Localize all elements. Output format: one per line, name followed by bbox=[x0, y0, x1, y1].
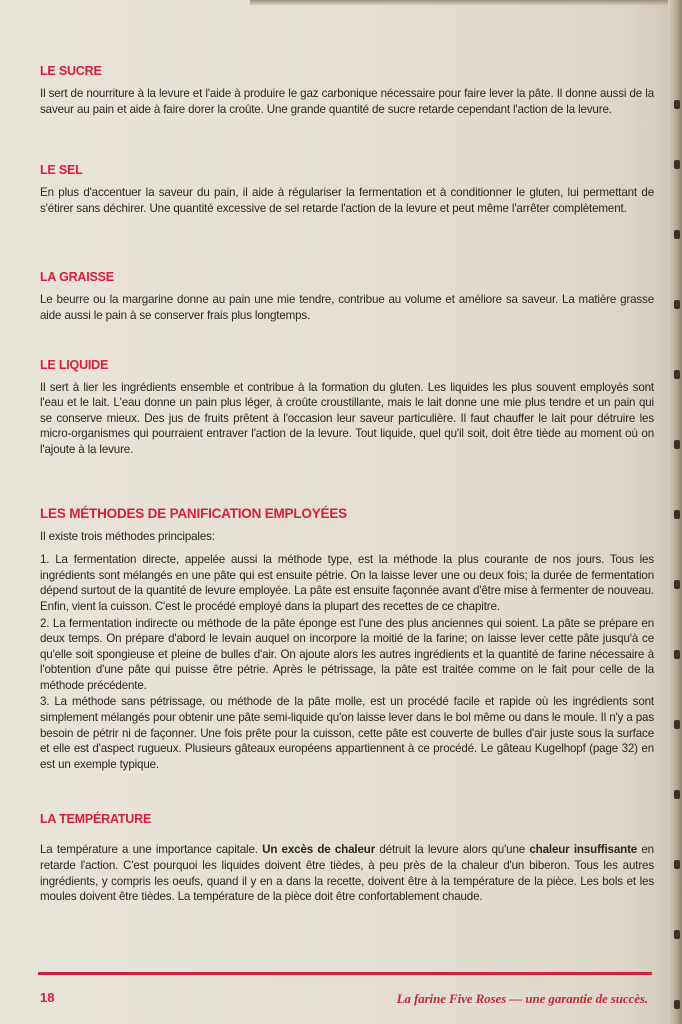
footer-tagline: La farine Five Roses — une garantie de succès. bbox=[396, 991, 648, 1006]
text-run: détruit la levure alors qu'une bbox=[375, 843, 530, 857]
text-run: La température a une importance capitale. bbox=[40, 843, 263, 857]
page-top-edge-shadow bbox=[250, 0, 682, 6]
section-sel bbox=[40, 163, 654, 216]
binding-ring bbox=[674, 860, 680, 869]
binding-ring bbox=[674, 100, 680, 109]
binding-ring bbox=[674, 790, 680, 799]
section-sucre bbox=[40, 64, 654, 117]
binding-ring bbox=[674, 510, 680, 519]
binding-ring bbox=[674, 1000, 680, 1009]
section-temperature bbox=[40, 812, 654, 904]
section-text: Il sert de nourriture à la levure et l'aide à produire le gaz carbonique nécessaire pour faire lever la pâte. Il donne aussi de la saveur au pain et aide à faire dorer la croûte. Une grande quantité de sucre retarde cependant l'action de la levure. bbox=[40, 87, 654, 116]
section-methodes bbox=[40, 506, 654, 773]
section-text bbox=[40, 842, 654, 904]
binding-ring bbox=[674, 230, 680, 239]
section-text: Le beurre ou la margarine donne au pain une mie tendre, contribue au volume et améliore sa saveur. La matière grasse aide aussi le pain à se conserver frais plus longtemps. bbox=[40, 293, 654, 322]
section-liquide bbox=[40, 358, 654, 458]
method-item: 1. La fermentation directe, appelée aussi la méthode type, est la méthode la plus courante de nos jours. Tous les ingrédients sont mélangés en une pâte qui est ensuite pétrie. On la laisse lever une ou deux fois; la durée de fermentation dépend surtout de la quantité de levure employée. La pâte est ensuite façonnée avant d'être mise à fermenter de nouveau. Enfin, vient la cuisson. C'est le procédé employé dans la plupart des recettes de ce chapitre. bbox=[40, 553, 654, 613]
text-run: en retarde l'action. C'est pourquoi les liquides doivent être tièdes, à peu près de la chaleur d'un biberon. Tous les autres ingrédients, y compris les oeufs, quand il y en a dans la recette, doivent être à la température de la pièce. Les bols et les moules doivent être tièdes. La température de la pièce doit être confortablement chaude. bbox=[40, 843, 654, 904]
binding-ring bbox=[674, 580, 680, 589]
binding-ring bbox=[674, 440, 680, 449]
footer-rule bbox=[38, 972, 652, 975]
section-heading: LA GRAISSE bbox=[40, 270, 114, 285]
binding-ring bbox=[674, 720, 680, 729]
method-item: 2. La fermentation indirecte ou méthode de la pâte éponge est l'une des plus anciennes qui soient. La pâte se prépare en deux temps. On prépare d'abord le levain auquel on incorpore la moitié de la farine; on laisse lever cette pâte jusqu'à ce qu'elle soit spongieuse et pleine de bulles d'air. On ajoute alors les autres ingrédients et la quantité de farine nécessaire à l'obtention d'une pâte qui puisse être pétrie. Après le pétrissage, la pâte est traitée comme on le fait pour celle de la méthode précédente. bbox=[40, 616, 654, 692]
section-heading: LES MÉTHODES DE PANIFICATION EMPLOYÉES bbox=[40, 505, 347, 521]
section-heading: LE LIQUIDE bbox=[40, 357, 109, 372]
bold-text: chaleur insuffisante bbox=[529, 843, 638, 857]
section-text: Il sert à lier les ingrédients ensemble et contribue à la formation du gluten. Les liquides les plus souvent employés sont l'eau et le lait. L'eau donne un pain plus léger, à croûte croustillante, mais le lait donne une mie plus tendre et un pain qui se conserve mieux. Des jus de fruits prêtent à l'occasion leur saveur particulière. Il faut chauffer le lait pour détruire les micro-organismes qui pourraient entraver l'action de la levure. Tout liquide, quel qu'il soit, doit être tiède au moment où on l'ajoute à la levure. bbox=[40, 380, 654, 456]
binding-ring bbox=[674, 370, 680, 379]
section-heading: LE SEL bbox=[40, 163, 83, 178]
section-text: En plus d'accentuer la saveur du pain, il aide à régulariser la fermentation et à conditionner le gluten, lui permettant de s'étirer sans déchirer. Une quantité excessive de sel retarde l'action de la levure et peut même l'arrêter complètement. bbox=[40, 186, 654, 215]
bold-text: Un excès de chaleur bbox=[262, 843, 376, 857]
section-heading: LA TEMPÉRATURE bbox=[40, 812, 152, 827]
binding-ring bbox=[674, 650, 680, 659]
page-content bbox=[40, 64, 654, 905]
section-heading: LE SUCRE bbox=[40, 64, 102, 78]
page-number: 18 bbox=[40, 990, 55, 1005]
binding-ring bbox=[674, 300, 680, 309]
binding-ring bbox=[674, 930, 680, 939]
spiral-binding bbox=[668, 0, 682, 1024]
binding-ring bbox=[674, 160, 680, 169]
method-item: 3. La méthode sans pétrissage, ou méthode de la pâte molle, est un procédé facile et rapide où les ingrédients sont simplement mélangés pour obtenir une pâte semi-liquide qu'on laisse lever dans le bol même ou dans le moule. Il n'y a pas besoin de pétrir ni de façonner. Une fois prête pour la cuisson, cette pâte est couverte de bulles d'air juste sous la surface et elle est d'aspect rugueux. Plusieurs gâteaux européens appartiennent à ce procédé. Le gâteau Kugelhopf (page 32) en est un exemple typique. bbox=[40, 695, 654, 771]
methods-intro: Il existe trois méthodes principales: bbox=[40, 529, 215, 543]
section-graisse bbox=[40, 270, 654, 323]
